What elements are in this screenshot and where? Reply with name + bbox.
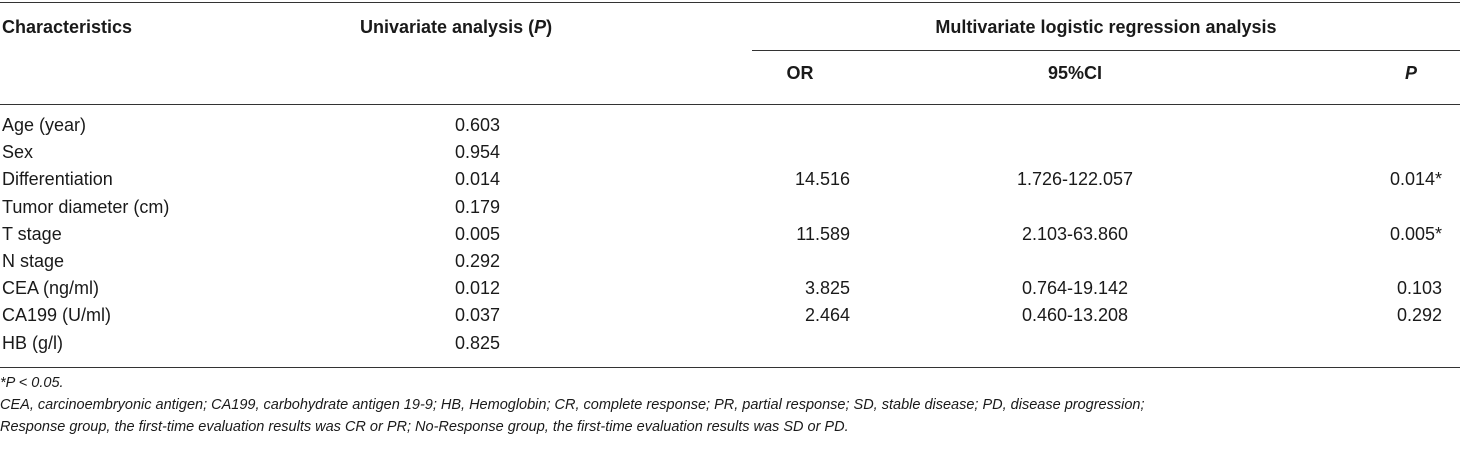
cell-characteristic: HB (g/l)	[2, 332, 64, 353]
cell-univariate-p: 0.825	[454, 332, 500, 353]
header-univariate-prefix: Univariate analysis (	[360, 17, 535, 37]
note-groups: Response group, the first-time evaluation results was CR or PR; No-Response group, the first-time evaluation results was SD or PD.	[0, 419, 849, 435]
header-p-text: P	[1405, 63, 1418, 83]
header-characteristics: Characteristics	[2, 17, 133, 37]
cell-or: 11.589	[796, 223, 850, 244]
note-significance: *P < 0.05.	[0, 375, 64, 391]
header-or: OR	[786, 63, 814, 83]
cell-univariate-p: 0.292	[454, 251, 500, 271]
cell-univariate-p: 0.005	[454, 223, 500, 244]
cell-ci: 0.764-19.142	[1021, 278, 1129, 299]
cell-characteristic: CA199 (U/ml)	[2, 305, 112, 326]
cell-univariate-p: 0.954	[454, 142, 500, 163]
cell-ci: 0.460-13.208	[1021, 305, 1129, 326]
bottom-rule	[0, 367, 1460, 368]
cell-characteristic: T stage	[2, 223, 62, 244]
cell-or: 3.825	[804, 278, 850, 299]
header-univariate-p: P	[534, 17, 547, 37]
cell-p: 0.103	[1396, 278, 1442, 299]
cell-characteristic: N stage	[2, 251, 65, 271]
cell-p: 0.292	[1396, 305, 1442, 326]
cell-characteristic: CEA (ng/ml)	[2, 278, 100, 299]
cell-ci: 1.726-122.057	[1016, 169, 1134, 190]
cell-characteristic: Tumor diameter (cm)	[2, 196, 170, 217]
header-rule	[0, 104, 1460, 105]
cell-ci: 2.103-63.860	[1021, 223, 1129, 244]
cell-univariate-p: 0.603	[454, 115, 500, 135]
header-multivariate: Multivariate logistic regression analysis	[935, 17, 1277, 37]
top-rule	[0, 2, 1460, 3]
table-notes	[0, 372, 1460, 438]
cell-p: 0.005*	[1389, 223, 1442, 244]
cell-univariate-p: 0.179	[454, 196, 500, 217]
cell-characteristic: Differentiation	[2, 169, 113, 190]
header-p	[1405, 62, 1417, 84]
multivariate-rule	[752, 50, 1460, 51]
cell-characteristic: Age (year)	[2, 115, 87, 135]
cell-p: 0.014*	[1389, 169, 1442, 190]
cell-or: 14.516	[794, 169, 850, 190]
cell-univariate-p: 0.037	[454, 305, 500, 326]
cell-univariate-p: 0.014	[454, 169, 500, 190]
header-univariate	[360, 16, 552, 38]
header-ci: 95%CI	[1047, 63, 1103, 83]
header-univariate-suffix: )	[546, 17, 553, 37]
note-abbreviations: CEA, carcinoembryonic antigen; CA199, carbohydrate antigen 19-9; HB, Hemoglobin; CR, complete response; PR, partial response; SD, stable disease; PD, disease progression;	[0, 397, 1145, 413]
cell-or: 2.464	[804, 305, 850, 326]
cell-characteristic: Sex	[2, 142, 34, 163]
cell-univariate-p: 0.012	[454, 278, 500, 299]
